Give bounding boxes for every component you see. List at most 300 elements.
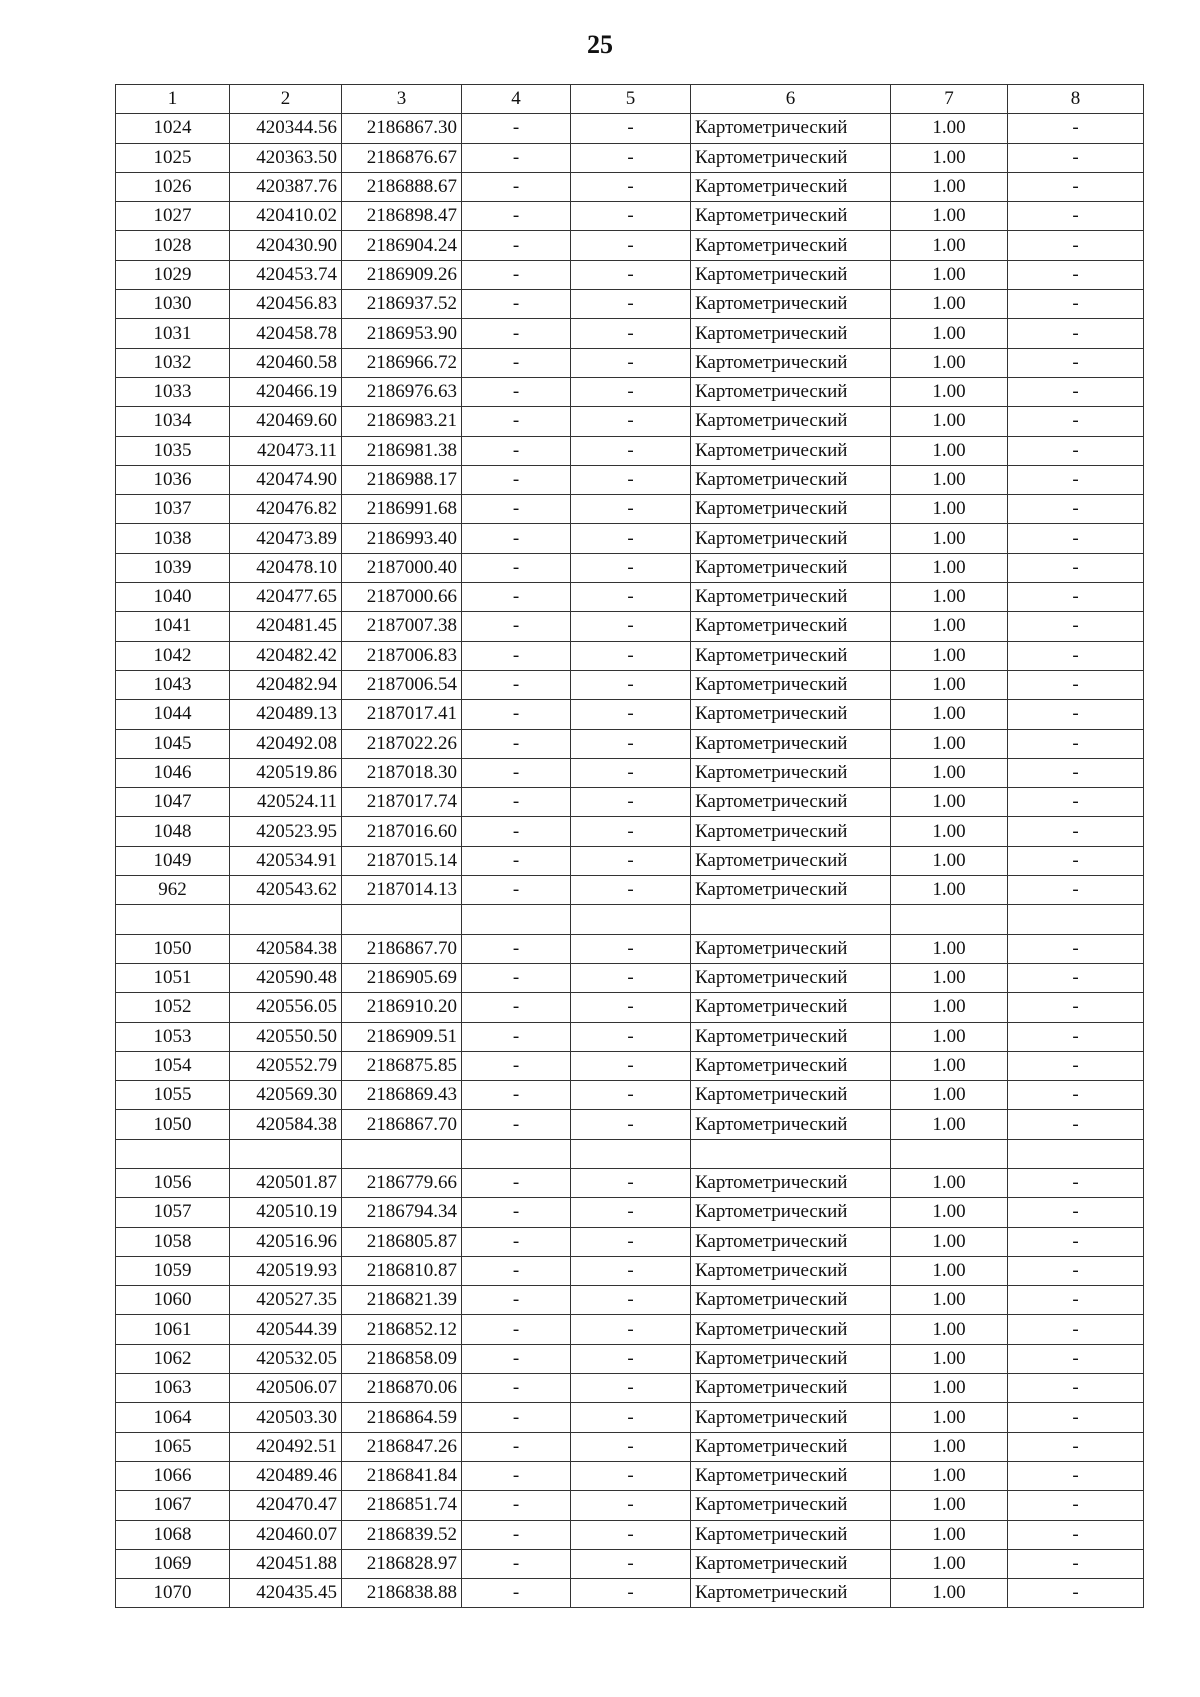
- col4-cell: [462, 905, 571, 934]
- table-row: [116, 290, 1144, 319]
- table-row: [116, 700, 1144, 729]
- col4-cell: -: [462, 1520, 571, 1549]
- accuracy-cell: 1.00: [891, 1315, 1008, 1344]
- method-cell: Картометрический: [691, 1403, 891, 1432]
- accuracy-cell: [891, 1139, 1008, 1168]
- col5-cell: -: [571, 993, 691, 1022]
- table-row: [116, 143, 1144, 172]
- method-cell: Картометрический: [691, 1110, 891, 1139]
- point-number-cell: 1064: [116, 1403, 230, 1432]
- point-number-cell: 1068: [116, 1520, 230, 1549]
- col4-cell: -: [462, 846, 571, 875]
- col5-cell: -: [571, 1344, 691, 1373]
- method-cell: [691, 1139, 891, 1168]
- col4-cell: -: [462, 583, 571, 612]
- point-number-cell: 1030: [116, 290, 230, 319]
- point-number-cell: 1052: [116, 993, 230, 1022]
- table-row: [116, 963, 1144, 992]
- y-coordinate-cell: 2186838.88: [342, 1579, 462, 1608]
- col8-cell: -: [1008, 202, 1144, 231]
- col5-cell: -: [571, 758, 691, 787]
- col5-cell: -: [571, 1198, 691, 1227]
- col8-cell: -: [1008, 231, 1144, 260]
- y-coordinate-cell: 2186869.43: [342, 1081, 462, 1110]
- method-cell: Картометрический: [691, 377, 891, 406]
- accuracy-cell: 1.00: [891, 963, 1008, 992]
- point-number-cell: 1067: [116, 1491, 230, 1520]
- col5-cell: -: [571, 817, 691, 846]
- x-coordinate-cell: 420430.90: [230, 231, 342, 260]
- point-number-cell: 1051: [116, 963, 230, 992]
- col5-cell: -: [571, 436, 691, 465]
- x-coordinate-cell: 420410.02: [230, 202, 342, 231]
- accuracy-cell: 1.00: [891, 1286, 1008, 1315]
- col4-cell: -: [462, 553, 571, 582]
- accuracy-cell: 1.00: [891, 260, 1008, 289]
- point-number-cell: 1024: [116, 114, 230, 143]
- y-coordinate-cell: 2186794.34: [342, 1198, 462, 1227]
- col8-cell: -: [1008, 436, 1144, 465]
- table-row: [116, 553, 1144, 582]
- table-row: [116, 231, 1144, 260]
- col5-cell: -: [571, 1374, 691, 1403]
- x-coordinate-cell: 420489.13: [230, 700, 342, 729]
- col5-cell: -: [571, 290, 691, 319]
- table-row: [116, 670, 1144, 699]
- col4-cell: -: [462, 641, 571, 670]
- table-row: [116, 1491, 1144, 1520]
- accuracy-cell: 1.00: [891, 1549, 1008, 1578]
- table-row: [116, 1579, 1144, 1608]
- col8-cell: -: [1008, 1227, 1144, 1256]
- table-row: [116, 934, 1144, 963]
- y-coordinate-cell: 2186821.39: [342, 1286, 462, 1315]
- method-cell: Картометрический: [691, 524, 891, 553]
- method-cell: Картометрический: [691, 1374, 891, 1403]
- table-row: [116, 1110, 1144, 1139]
- col8-cell: [1008, 905, 1144, 934]
- point-number-cell: 962: [116, 876, 230, 905]
- accuracy-cell: 1.00: [891, 1520, 1008, 1549]
- col4-cell: -: [462, 993, 571, 1022]
- accuracy-cell: 1.00: [891, 934, 1008, 963]
- method-cell: Картометрический: [691, 700, 891, 729]
- page-number: 25: [587, 30, 613, 59]
- accuracy-cell: 1.00: [891, 143, 1008, 172]
- x-coordinate-cell: 420510.19: [230, 1198, 342, 1227]
- x-coordinate-cell: 420460.58: [230, 348, 342, 377]
- method-cell: Картометрический: [691, 465, 891, 494]
- col4-cell: -: [462, 172, 571, 201]
- accuracy-cell: 1.00: [891, 407, 1008, 436]
- method-cell: Картометрический: [691, 641, 891, 670]
- table-row: [116, 1051, 1144, 1080]
- col8-cell: -: [1008, 1403, 1144, 1432]
- accuracy-cell: 1.00: [891, 1198, 1008, 1227]
- table-row: [116, 1461, 1144, 1490]
- col8-cell: -: [1008, 172, 1144, 201]
- col4-cell: -: [462, 1432, 571, 1461]
- col5-cell: -: [571, 114, 691, 143]
- table-row: [116, 1520, 1144, 1549]
- method-cell: Картометрический: [691, 1286, 891, 1315]
- point-number-cell: 1028: [116, 231, 230, 260]
- col5-cell: -: [571, 260, 691, 289]
- y-coordinate-cell: 2186875.85: [342, 1051, 462, 1080]
- point-number-cell: 1070: [116, 1579, 230, 1608]
- x-coordinate-cell: 420460.07: [230, 1520, 342, 1549]
- method-cell: Картометрический: [691, 1461, 891, 1490]
- col8-cell: -: [1008, 377, 1144, 406]
- x-coordinate-cell: 420473.11: [230, 436, 342, 465]
- point-number-cell: 1049: [116, 846, 230, 875]
- col4-cell: -: [462, 963, 571, 992]
- col5-cell: -: [571, 1403, 691, 1432]
- col5-cell: -: [571, 1051, 691, 1080]
- accuracy-cell: 1.00: [891, 1344, 1008, 1373]
- x-coordinate-cell: 420516.96: [230, 1227, 342, 1256]
- col4-cell: -: [462, 934, 571, 963]
- y-coordinate-cell: 2186851.74: [342, 1491, 462, 1520]
- col8-cell: -: [1008, 319, 1144, 348]
- y-coordinate-cell: 2187006.83: [342, 641, 462, 670]
- method-cell: Картометрический: [691, 319, 891, 348]
- table-row: [116, 436, 1144, 465]
- col4-cell: -: [462, 758, 571, 787]
- table-row: [116, 114, 1144, 143]
- col8-cell: -: [1008, 1374, 1144, 1403]
- col8-cell: -: [1008, 1022, 1144, 1051]
- y-coordinate-cell: 2186991.68: [342, 495, 462, 524]
- accuracy-cell: 1.00: [891, 377, 1008, 406]
- col8-cell: -: [1008, 934, 1144, 963]
- y-coordinate-cell: 2186993.40: [342, 524, 462, 553]
- x-coordinate-cell: 420481.45: [230, 612, 342, 641]
- x-coordinate-cell: 420492.51: [230, 1432, 342, 1461]
- x-coordinate-cell: 420519.86: [230, 758, 342, 787]
- col4-cell: -: [462, 1549, 571, 1578]
- point-number-cell: 1062: [116, 1344, 230, 1373]
- point-number-cell: 1055: [116, 1081, 230, 1110]
- col4-cell: -: [462, 377, 571, 406]
- col5-cell: -: [571, 143, 691, 172]
- col4-cell: -: [462, 1051, 571, 1080]
- y-coordinate-cell: 2186867.30: [342, 114, 462, 143]
- point-number-cell: 1048: [116, 817, 230, 846]
- col8-cell: -: [1008, 1256, 1144, 1285]
- y-coordinate-cell: 2187017.74: [342, 788, 462, 817]
- method-cell: Картометрический: [691, 1168, 891, 1197]
- x-coordinate-cell: 420478.10: [230, 553, 342, 582]
- col8-cell: -: [1008, 348, 1144, 377]
- table-row: [116, 495, 1144, 524]
- method-cell: Картометрический: [691, 846, 891, 875]
- col5-cell: -: [571, 583, 691, 612]
- col4-cell: -: [462, 1491, 571, 1520]
- point-number-cell: 1043: [116, 670, 230, 699]
- point-number-cell: 1044: [116, 700, 230, 729]
- col4-cell: -: [462, 1403, 571, 1432]
- col8-cell: -: [1008, 1051, 1144, 1080]
- method-cell: Картометрический: [691, 231, 891, 260]
- table-row: [116, 1432, 1144, 1461]
- accuracy-cell: 1.00: [891, 1256, 1008, 1285]
- table-row: [116, 1374, 1144, 1403]
- y-coordinate-cell: 2186983.21: [342, 407, 462, 436]
- accuracy-cell: 1.00: [891, 700, 1008, 729]
- table-row: [116, 172, 1144, 201]
- x-coordinate-cell: 420453.74: [230, 260, 342, 289]
- table-row: [116, 1168, 1144, 1197]
- point-number-cell: 1041: [116, 612, 230, 641]
- col4-cell: -: [462, 1315, 571, 1344]
- col8-cell: -: [1008, 729, 1144, 758]
- col4-cell: -: [462, 1461, 571, 1490]
- y-coordinate-cell: 2186867.70: [342, 934, 462, 963]
- col4-cell: -: [462, 319, 571, 348]
- accuracy-cell: 1.00: [891, 1461, 1008, 1490]
- accuracy-cell: 1.00: [891, 319, 1008, 348]
- method-cell: Картометрический: [691, 934, 891, 963]
- x-coordinate-cell: 420469.60: [230, 407, 342, 436]
- col4-cell: -: [462, 436, 571, 465]
- table-row: [116, 1139, 1144, 1168]
- table-body: [116, 85, 1144, 1608]
- accuracy-cell: 1.00: [891, 846, 1008, 875]
- col8-cell: -: [1008, 1198, 1144, 1227]
- col8-cell: [1008, 1139, 1144, 1168]
- col5-cell: -: [571, 1110, 691, 1139]
- y-coordinate-cell: 2186988.17: [342, 465, 462, 494]
- accuracy-cell: 1.00: [891, 1051, 1008, 1080]
- x-coordinate-cell: 420489.46: [230, 1461, 342, 1490]
- col4-cell: -: [462, 1198, 571, 1227]
- accuracy-cell: 1.00: [891, 172, 1008, 201]
- method-cell: Картометрический: [691, 788, 891, 817]
- table-row: [116, 905, 1144, 934]
- accuracy-cell: 1.00: [891, 641, 1008, 670]
- y-coordinate-cell: 2187018.30: [342, 758, 462, 787]
- table-row: [116, 319, 1144, 348]
- col4-cell: -: [462, 1286, 571, 1315]
- y-coordinate-cell: 2186909.26: [342, 260, 462, 289]
- table-row: [116, 993, 1144, 1022]
- col5-cell: -: [571, 172, 691, 201]
- y-coordinate-cell: 2186937.52: [342, 290, 462, 319]
- x-coordinate-cell: 420482.94: [230, 670, 342, 699]
- col5-cell: -: [571, 1461, 691, 1490]
- col8-cell: -: [1008, 260, 1144, 289]
- x-coordinate-cell: 420470.47: [230, 1491, 342, 1520]
- col5-cell: -: [571, 377, 691, 406]
- col5-cell: -: [571, 1286, 691, 1315]
- col5-cell: -: [571, 1315, 691, 1344]
- accuracy-cell: 1.00: [891, 553, 1008, 582]
- table-row: [116, 729, 1144, 758]
- col5-cell: [571, 1139, 691, 1168]
- y-coordinate-cell: 2186888.67: [342, 172, 462, 201]
- x-coordinate-cell: 420584.38: [230, 1110, 342, 1139]
- x-coordinate-cell: 420344.56: [230, 114, 342, 143]
- point-number-cell: 1058: [116, 1227, 230, 1256]
- x-coordinate-cell: 420534.91: [230, 846, 342, 875]
- method-cell: Картометрический: [691, 114, 891, 143]
- col4-cell: -: [462, 788, 571, 817]
- y-coordinate-cell: 2186858.09: [342, 1344, 462, 1373]
- col5-cell: -: [571, 876, 691, 905]
- y-coordinate-cell: 2186864.59: [342, 1403, 462, 1432]
- col4-cell: -: [462, 729, 571, 758]
- col4-cell: -: [462, 1081, 571, 1110]
- table-row: [116, 583, 1144, 612]
- col5-cell: -: [571, 1227, 691, 1256]
- col5-cell: -: [571, 1081, 691, 1110]
- table-row: [116, 1344, 1144, 1373]
- y-coordinate-cell: 2186847.26: [342, 1432, 462, 1461]
- y-coordinate-cell: 2186839.52: [342, 1520, 462, 1549]
- col4-cell: -: [462, 1168, 571, 1197]
- y-coordinate-cell: 2187000.66: [342, 583, 462, 612]
- col4-cell: -: [462, 670, 571, 699]
- x-coordinate-cell: 420543.62: [230, 876, 342, 905]
- col8-cell: -: [1008, 876, 1144, 905]
- column-header: 8: [1008, 85, 1144, 114]
- method-cell: Картометрический: [691, 1315, 891, 1344]
- col5-cell: -: [571, 1520, 691, 1549]
- y-coordinate-cell: 2187015.14: [342, 846, 462, 875]
- col4-cell: -: [462, 231, 571, 260]
- accuracy-cell: 1.00: [891, 1432, 1008, 1461]
- col5-cell: -: [571, 641, 691, 670]
- accuracy-cell: 1.00: [891, 670, 1008, 699]
- y-coordinate-cell: 2186898.47: [342, 202, 462, 231]
- col4-cell: -: [462, 876, 571, 905]
- col8-cell: -: [1008, 407, 1144, 436]
- point-number-cell: [116, 1139, 230, 1168]
- col8-cell: -: [1008, 1491, 1144, 1520]
- table-row: [116, 1256, 1144, 1285]
- col8-cell: -: [1008, 1432, 1144, 1461]
- y-coordinate-cell: 2187007.38: [342, 612, 462, 641]
- x-coordinate-cell: 420476.82: [230, 495, 342, 524]
- col8-cell: -: [1008, 1549, 1144, 1578]
- point-number-cell: 1042: [116, 641, 230, 670]
- point-number-cell: 1053: [116, 1022, 230, 1051]
- y-coordinate-cell: 2187000.40: [342, 553, 462, 582]
- point-number-cell: 1025: [116, 143, 230, 172]
- col8-cell: -: [1008, 583, 1144, 612]
- accuracy-cell: 1.00: [891, 729, 1008, 758]
- col4-cell: -: [462, 202, 571, 231]
- x-coordinate-cell: 420503.30: [230, 1403, 342, 1432]
- method-cell: Картометрический: [691, 290, 891, 319]
- x-coordinate-cell: 420387.76: [230, 172, 342, 201]
- x-coordinate-cell: 420584.38: [230, 934, 342, 963]
- col8-cell: -: [1008, 1315, 1144, 1344]
- accuracy-cell: 1.00: [891, 202, 1008, 231]
- accuracy-cell: 1.00: [891, 876, 1008, 905]
- column-header: 2: [230, 85, 342, 114]
- table-row: [116, 524, 1144, 553]
- x-coordinate-cell: 420590.48: [230, 963, 342, 992]
- table-row: [116, 1403, 1144, 1432]
- point-number-cell: 1057: [116, 1198, 230, 1227]
- col4-cell: -: [462, 260, 571, 289]
- col8-cell: -: [1008, 495, 1144, 524]
- col8-cell: -: [1008, 963, 1144, 992]
- col8-cell: -: [1008, 1520, 1144, 1549]
- y-coordinate-cell: 2187022.26: [342, 729, 462, 758]
- y-coordinate-cell: 2186909.51: [342, 1022, 462, 1051]
- col4-cell: -: [462, 700, 571, 729]
- col4-cell: -: [462, 1227, 571, 1256]
- point-number-cell: 1035: [116, 436, 230, 465]
- y-coordinate-cell: 2186805.87: [342, 1227, 462, 1256]
- column-header: 4: [462, 85, 571, 114]
- col8-cell: -: [1008, 846, 1144, 875]
- col5-cell: -: [571, 1491, 691, 1520]
- col4-cell: -: [462, 290, 571, 319]
- col5-cell: -: [571, 202, 691, 231]
- point-number-cell: 1065: [116, 1432, 230, 1461]
- x-coordinate-cell: [230, 905, 342, 934]
- col8-cell: -: [1008, 758, 1144, 787]
- accuracy-cell: 1.00: [891, 993, 1008, 1022]
- y-coordinate-cell: [342, 905, 462, 934]
- x-coordinate-cell: 420363.50: [230, 143, 342, 172]
- col5-cell: -: [571, 1549, 691, 1578]
- method-cell: Картометрический: [691, 993, 891, 1022]
- accuracy-cell: [891, 905, 1008, 934]
- point-number-cell: 1063: [116, 1374, 230, 1403]
- col5-cell: -: [571, 788, 691, 817]
- table-row: [116, 348, 1144, 377]
- table-row: [116, 1198, 1144, 1227]
- y-coordinate-cell: 2186966.72: [342, 348, 462, 377]
- x-coordinate-cell: 420482.42: [230, 641, 342, 670]
- col8-cell: -: [1008, 1579, 1144, 1608]
- y-coordinate-cell: [342, 1139, 462, 1168]
- method-cell: Картометрический: [691, 963, 891, 992]
- col4-cell: -: [462, 407, 571, 436]
- col4-cell: -: [462, 114, 571, 143]
- col8-cell: -: [1008, 524, 1144, 553]
- col8-cell: -: [1008, 290, 1144, 319]
- method-cell: Картометрический: [691, 1579, 891, 1608]
- accuracy-cell: 1.00: [891, 1227, 1008, 1256]
- table-row: [116, 788, 1144, 817]
- method-cell: Картометрический: [691, 876, 891, 905]
- point-number-cell: 1059: [116, 1256, 230, 1285]
- col4-cell: -: [462, 495, 571, 524]
- col8-cell: -: [1008, 993, 1144, 1022]
- method-cell: Картометрический: [691, 1520, 891, 1549]
- method-cell: Картометрический: [691, 260, 891, 289]
- col5-cell: -: [571, 348, 691, 377]
- point-number-cell: 1050: [116, 934, 230, 963]
- column-header: 1: [116, 85, 230, 114]
- col8-cell: -: [1008, 1344, 1144, 1373]
- x-coordinate-cell: 420556.05: [230, 993, 342, 1022]
- x-coordinate-cell: 420458.78: [230, 319, 342, 348]
- point-number-cell: 1040: [116, 583, 230, 612]
- col4-cell: -: [462, 1256, 571, 1285]
- col8-cell: -: [1008, 114, 1144, 143]
- accuracy-cell: 1.00: [891, 436, 1008, 465]
- accuracy-cell: 1.00: [891, 1579, 1008, 1608]
- accuracy-cell: 1.00: [891, 612, 1008, 641]
- method-cell: Картометрический: [691, 495, 891, 524]
